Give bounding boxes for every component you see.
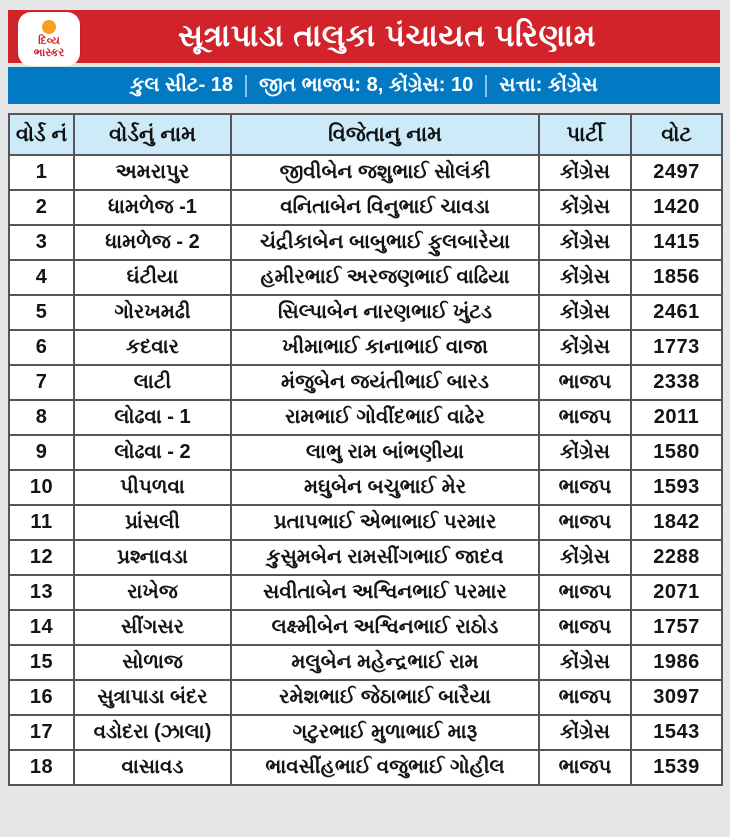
divider-bar: [245, 75, 247, 97]
divya-bhaskar-logo: [18, 12, 80, 66]
cell-ward-name: અમરાપુર: [74, 155, 231, 190]
cell-votes: 3097: [631, 680, 722, 715]
cell-party: કોંગ્રેસ: [539, 540, 631, 575]
cell-ward-no: 6: [9, 330, 74, 365]
cell-winner-name: મઘુબેન બચુભાઈ મેર: [231, 470, 539, 505]
cell-winner-name: કુસુમબેન રામસીંગભાઈ જાદવ: [231, 540, 539, 575]
cell-votes: 1420: [631, 190, 722, 225]
table-row: [9, 260, 722, 295]
table-row: [9, 225, 722, 260]
cell-votes: 2461: [631, 295, 722, 330]
cell-party: કોંગ્રેસ: [539, 715, 631, 750]
cell-winner-name: ભાવસીંહભાઈ વજુભાઈ ગોહીલ: [231, 750, 539, 785]
cell-ward-no: 12: [9, 540, 74, 575]
page-title: સૂત્રાપાડા તાલુકા પંચાયત પરિણામ: [177, 18, 597, 53]
summary-total-seats: કુલ સીટ- 18: [130, 74, 234, 96]
summary-power: સત્તા: કોંગ્રેસ: [499, 74, 598, 96]
cell-ward-name: ઘંટીયા: [74, 260, 231, 295]
table-row: [9, 295, 722, 330]
cell-ward-no: 3: [9, 225, 74, 260]
table-row: [9, 400, 722, 435]
cell-ward-no: 10: [9, 470, 74, 505]
cell-ward-name: પીપળવા: [74, 470, 231, 505]
cell-votes: 1757: [631, 610, 722, 645]
cell-winner-name: જીવીબેન જશુભાઈ સોલંકી: [231, 155, 539, 190]
cell-ward-name: ગોરખમઢી: [74, 295, 231, 330]
cell-party: કોંગ્રેસ: [539, 260, 631, 295]
cell-party: ભાજપ: [539, 505, 631, 540]
results-table-body: [9, 155, 722, 785]
cell-ward-no: 16: [9, 680, 74, 715]
results-table: [8, 113, 723, 786]
cell-votes: 2011: [631, 400, 722, 435]
col-header-winner-name: વિજેતાનુ નામ: [231, 114, 539, 155]
title-banner: [8, 10, 720, 63]
cell-ward-no: 11: [9, 505, 74, 540]
cell-ward-no: 8: [9, 400, 74, 435]
cell-ward-no: 9: [9, 435, 74, 470]
cell-winner-name: પ્રતાપભાઈ એભાભાઈ પરમાર: [231, 505, 539, 540]
cell-ward-name: વડોદરા (ઝાલા): [74, 715, 231, 750]
table-row: [9, 155, 722, 190]
table-row: [9, 715, 722, 750]
table-row: [9, 435, 722, 470]
cell-ward-no: 14: [9, 610, 74, 645]
cell-winner-name: મંજુબેન જયંતીભાઈ બારડ: [231, 365, 539, 400]
cell-winner-name: મલુબેન મહેન્દ્રભાઈ રામ: [231, 645, 539, 680]
cell-votes: 1415: [631, 225, 722, 260]
col-header-ward-name: વોર્ડનું નામ: [74, 114, 231, 155]
cell-party: ભાજપ: [539, 680, 631, 715]
cell-party: ભાજપ: [539, 400, 631, 435]
cell-ward-name: સીંગસર: [74, 610, 231, 645]
cell-winner-name: સિલ્પાબેન નારણભાઈ ખુંટડ: [231, 295, 539, 330]
cell-votes: 2497: [631, 155, 722, 190]
cell-ward-no: 7: [9, 365, 74, 400]
summary-banner: [8, 67, 720, 104]
cell-party: કોંગ્રેસ: [539, 155, 631, 190]
cell-winner-name: રામભાઈ ગોવીંદભાઈ વાઢેર: [231, 400, 539, 435]
cell-ward-no: 2: [9, 190, 74, 225]
cell-ward-no: 13: [9, 575, 74, 610]
cell-winner-name: હમીરભાઈ અરજણભાઈ વાઢિયા: [231, 260, 539, 295]
cell-winner-name: લક્ષ્મીબેન અશ્વિનભાઈ રાઠોડ: [231, 610, 539, 645]
cell-ward-no: 1: [9, 155, 74, 190]
cell-ward-name: પ્રશ્નાવડા: [74, 540, 231, 575]
table-row: [9, 610, 722, 645]
cell-ward-name: લાટી: [74, 365, 231, 400]
cell-votes: 1593: [631, 470, 722, 505]
cell-party: કોંગ્રેસ: [539, 225, 631, 260]
cell-winner-name: ચંદ્રીકાબેન બાબુભાઈ ફુલબારેયા: [231, 225, 539, 260]
cell-ward-name: સુત્રાપાડા બંદર: [74, 680, 231, 715]
divider-bar: [485, 75, 487, 97]
table-row: [9, 645, 722, 680]
cell-votes: 1773: [631, 330, 722, 365]
cell-ward-name: રાખેજ: [74, 575, 231, 610]
cell-ward-name: ધામળેજ - 2: [74, 225, 231, 260]
logo-text-line1: દિવ્ય: [38, 34, 60, 47]
cell-votes: 1856: [631, 260, 722, 295]
table-row: [9, 470, 722, 505]
cell-ward-name: વાસાવડ: [74, 750, 231, 785]
cell-ward-no: 17: [9, 715, 74, 750]
col-header-votes: વોટ: [631, 114, 722, 155]
table-row: [9, 330, 722, 365]
table-row: [9, 190, 722, 225]
col-header-ward-no: વોર્ડ નં: [9, 114, 74, 155]
table-row: [9, 365, 722, 400]
table-row: [9, 540, 722, 575]
cell-winner-name: લાભુ રામ બાંભણીયા: [231, 435, 539, 470]
cell-winner-name: સવીતાબેન અશ્વિનભાઈ પરમાર: [231, 575, 539, 610]
cell-ward-no: 15: [9, 645, 74, 680]
cell-ward-name: લોઢવા - 1: [74, 400, 231, 435]
cell-party: ભાજપ: [539, 750, 631, 785]
cell-votes: 1543: [631, 715, 722, 750]
header-row: [9, 114, 722, 155]
logo-text-line2: ભાસ્કર: [33, 46, 65, 59]
cell-votes: 1842: [631, 505, 722, 540]
cell-ward-name: લોઢવા - 2: [74, 435, 231, 470]
summary-party-wins: જીત ભાજપ: 8, કોંગ્રેસ: 10: [259, 74, 474, 96]
cell-winner-name: વનિતાબેન વિનુભાઈ ચાવડા: [231, 190, 539, 225]
cell-party: ભાજપ: [539, 470, 631, 505]
cell-ward-no: 5: [9, 295, 74, 330]
cell-winner-name: ગટુરભાઈ મુળાભાઈ મારૂ: [231, 715, 539, 750]
cell-party: કોંગ્રેસ: [539, 645, 631, 680]
cell-ward-no: 4: [9, 260, 74, 295]
cell-party: કોંગ્રેસ: [539, 330, 631, 365]
cell-votes: 1580: [631, 435, 722, 470]
cell-ward-name: કદવાર: [74, 330, 231, 365]
col-header-party: પાર્ટી: [539, 114, 631, 155]
cell-votes: 2338: [631, 365, 722, 400]
cell-party: ભાજપ: [539, 575, 631, 610]
cell-party: કોંગ્રેસ: [539, 435, 631, 470]
cell-party: કોંગ્રેસ: [539, 295, 631, 330]
table-row: [9, 505, 722, 540]
cell-ward-name: પ્રાંસલી: [74, 505, 231, 540]
cell-party: ભાજપ: [539, 610, 631, 645]
cell-votes: 2071: [631, 575, 722, 610]
cell-party: કોંગ્રેસ: [539, 190, 631, 225]
cell-ward-no: 18: [9, 750, 74, 785]
cell-winner-name: ખીમાભાઈ કાનાભાઈ વાજા: [231, 330, 539, 365]
sun-icon: [42, 20, 56, 34]
cell-ward-name: સોળાજ: [74, 645, 231, 680]
cell-votes: 1986: [631, 645, 722, 680]
results-table-header: [9, 114, 722, 155]
cell-party: ભાજપ: [539, 365, 631, 400]
cell-votes: 2288: [631, 540, 722, 575]
cell-votes: 1539: [631, 750, 722, 785]
cell-ward-name: ધામળેજ -1: [74, 190, 231, 225]
cell-winner-name: રમેશભાઈ જેઠાભાઈ બારૈયા: [231, 680, 539, 715]
table-row: [9, 575, 722, 610]
table-row: [9, 750, 722, 785]
table-row: [9, 680, 722, 715]
